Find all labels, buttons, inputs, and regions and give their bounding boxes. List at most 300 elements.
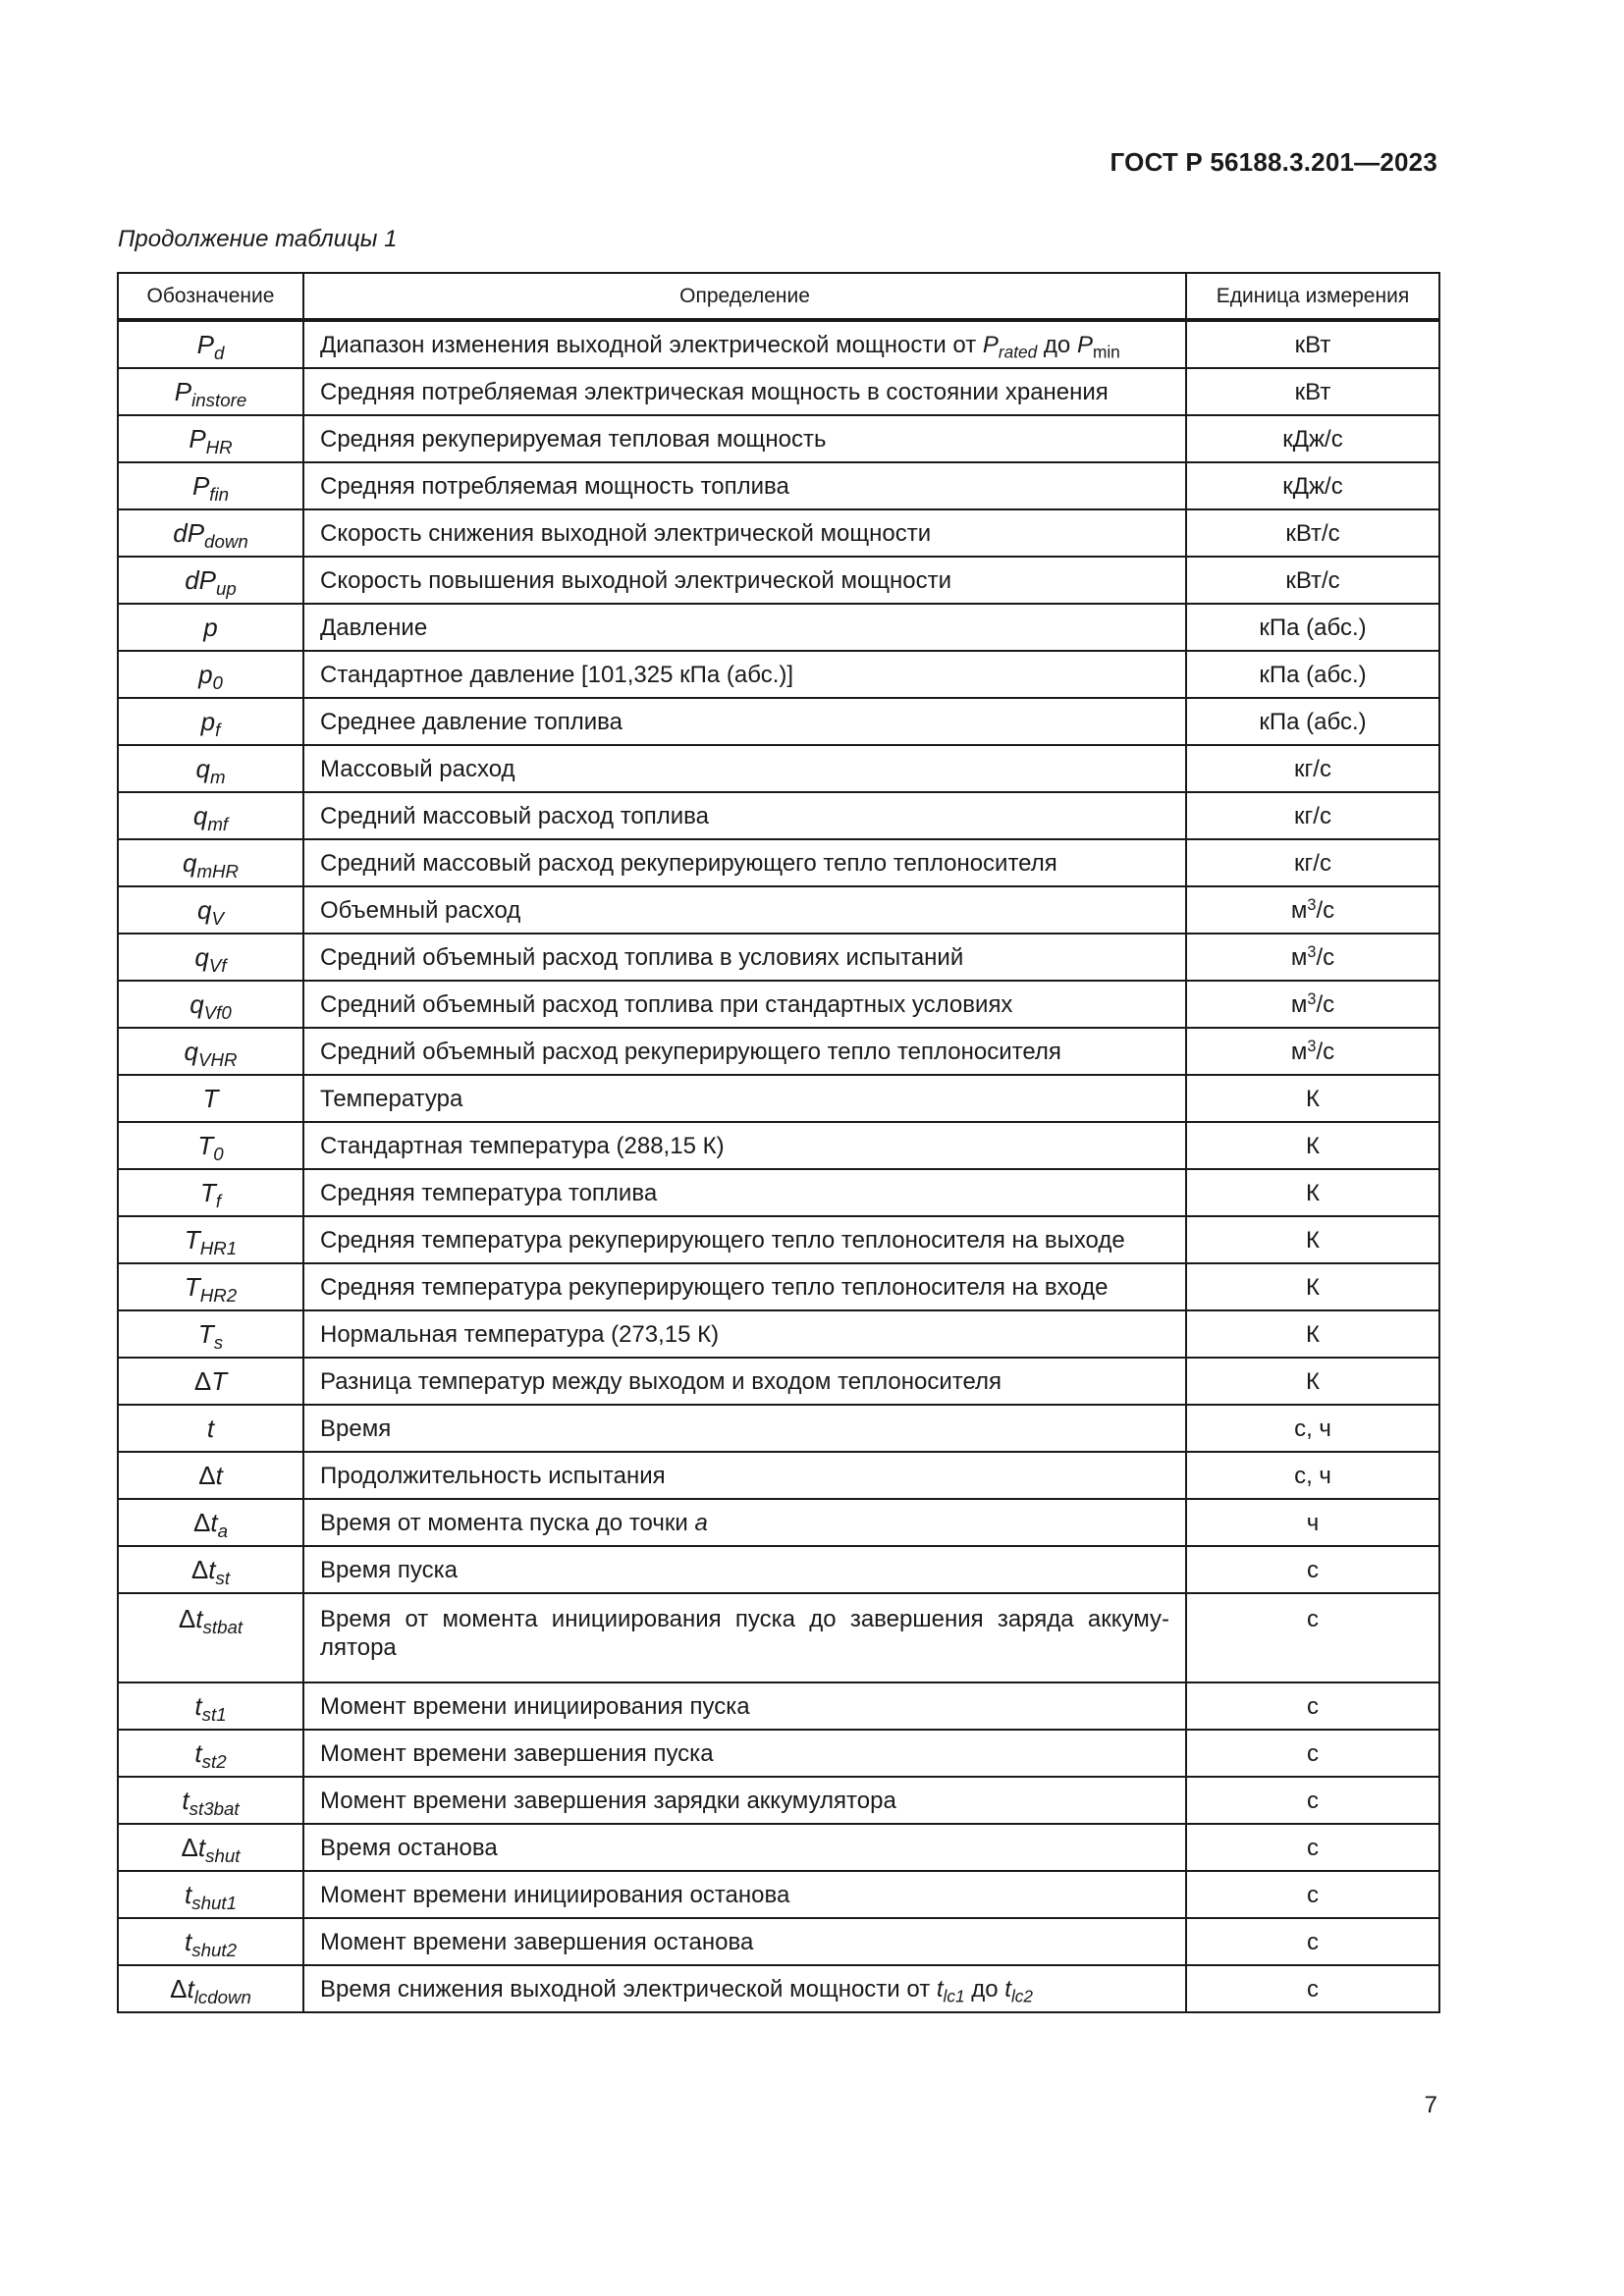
symbol-letter: q bbox=[189, 988, 204, 1019]
unit-cell bbox=[1186, 1730, 1439, 1777]
symbol-letter: T bbox=[199, 1177, 216, 1207]
symbol-cell bbox=[118, 1075, 303, 1122]
delta-prefix: Δ bbox=[193, 1365, 212, 1396]
symbol-cell bbox=[118, 604, 303, 651]
definition-cell bbox=[303, 1965, 1186, 2012]
table-row bbox=[118, 1777, 1439, 1824]
symbol-cell bbox=[118, 981, 303, 1028]
symbol-subscript: s bbox=[213, 1331, 224, 1353]
symbol-letter: T bbox=[211, 1365, 228, 1396]
unit-cell bbox=[1186, 1499, 1439, 1546]
table-row bbox=[118, 839, 1439, 886]
symbol-letter: t bbox=[206, 1413, 215, 1443]
delta-prefix: Δ bbox=[198, 1460, 216, 1490]
definition-cell bbox=[303, 839, 1186, 886]
delta-prefix: Δ bbox=[170, 1973, 188, 2003]
symbol-subscript: m bbox=[209, 766, 226, 787]
unit-cell bbox=[1186, 839, 1439, 886]
unit-text: кДж/с bbox=[1282, 472, 1343, 500]
table-row bbox=[118, 981, 1439, 1028]
definition-text: Средний массовый расход топлива bbox=[320, 802, 709, 829]
definition-cell bbox=[303, 1452, 1186, 1499]
definition-italic-tail: a bbox=[694, 1509, 708, 1536]
symbol-letter: t bbox=[194, 1690, 202, 1721]
symbol-cell bbox=[118, 509, 303, 557]
unit-superscript: 3 bbox=[1307, 942, 1317, 961]
unit-cell bbox=[1186, 368, 1439, 415]
symbol-subscript: st2 bbox=[201, 1750, 227, 1772]
delta-prefix: Δ bbox=[178, 1604, 196, 1633]
column-header-definition: Определение bbox=[303, 273, 1186, 320]
table-caption: Продолжение таблицы 1 bbox=[118, 226, 398, 252]
definition-cell bbox=[303, 1263, 1186, 1310]
table-row bbox=[118, 1730, 1439, 1777]
definition-cell bbox=[303, 1824, 1186, 1871]
definition-text: Массовый расход bbox=[320, 755, 515, 782]
symbol-cell bbox=[118, 1777, 303, 1824]
table-row bbox=[118, 1405, 1439, 1452]
symbol-subscript: mHR bbox=[196, 860, 240, 881]
symbol-letter: P bbox=[196, 329, 214, 359]
definition-cell bbox=[303, 1871, 1186, 1918]
unit-text: кВт bbox=[1294, 378, 1331, 405]
symbol-cell bbox=[118, 1216, 303, 1263]
definition-cell bbox=[303, 604, 1186, 651]
symbol-letter: dP bbox=[185, 564, 216, 595]
definition-cell bbox=[303, 1310, 1186, 1358]
symbol-cell bbox=[118, 368, 303, 415]
symbols-table bbox=[117, 272, 1440, 2013]
definition-cell bbox=[303, 1730, 1186, 1777]
table-row bbox=[118, 604, 1439, 651]
definition-text: Момент времени завершения пуска bbox=[320, 1739, 714, 1767]
formula-symbol: t bbox=[1004, 1975, 1011, 2002]
symbol-cell bbox=[118, 320, 303, 368]
symbol-letter: p bbox=[198, 659, 213, 689]
table-row bbox=[118, 934, 1439, 981]
formula-symbol: t bbox=[936, 1975, 944, 2002]
unit-text: кВт bbox=[1294, 331, 1331, 358]
table-row bbox=[118, 1075, 1439, 1122]
column-header-unit: Единица измерения bbox=[1186, 273, 1439, 320]
symbol-cell bbox=[118, 1028, 303, 1075]
symbol-letter: t bbox=[215, 1460, 223, 1490]
unit-text: ч bbox=[1306, 1509, 1320, 1536]
symbol-letter: q bbox=[184, 1036, 198, 1066]
unit-text: К bbox=[1306, 1367, 1320, 1395]
symbol-subscript: instore bbox=[191, 389, 247, 410]
symbol-letter: T bbox=[197, 1318, 214, 1349]
definition-text: Средний объемный расход топлива при стандартных условиях bbox=[320, 990, 1013, 1018]
unit-cell bbox=[1186, 1075, 1439, 1122]
unit-cell bbox=[1186, 886, 1439, 934]
symbol-cell bbox=[118, 934, 303, 981]
formula-connector: до bbox=[1037, 331, 1077, 358]
definition-text: Средняя температура топлива bbox=[320, 1179, 658, 1206]
formula-subscript: min bbox=[1092, 342, 1120, 362]
definition-text: Момент времени завершения останова bbox=[320, 1928, 754, 1955]
symbol-subscript: HR bbox=[205, 436, 233, 457]
definition-cell bbox=[303, 1169, 1186, 1216]
definition-text: Средняя потребляемая электрическая мощность в состоянии хранения bbox=[320, 378, 1109, 405]
table-row bbox=[118, 1358, 1439, 1405]
symbol-letter: p bbox=[200, 706, 216, 736]
unit-text: с bbox=[1307, 1881, 1319, 1908]
symbol-subscript: HR2 bbox=[199, 1284, 238, 1306]
unit-text: с bbox=[1307, 1928, 1319, 1955]
unit-cell bbox=[1186, 1405, 1439, 1452]
unit-superscript: 3 bbox=[1307, 989, 1317, 1008]
table-row bbox=[118, 1965, 1439, 2012]
table-row bbox=[118, 1263, 1439, 1310]
symbol-cell bbox=[118, 1682, 303, 1730]
symbol-cell bbox=[118, 557, 303, 604]
unit-text: кг/с bbox=[1294, 755, 1331, 782]
symbol-subscript: st bbox=[215, 1567, 231, 1588]
unit-cell bbox=[1186, 557, 1439, 604]
unit-text: с bbox=[1307, 1556, 1319, 1583]
definition-cell bbox=[303, 557, 1186, 604]
symbol-cell bbox=[118, 745, 303, 792]
symbol-letter: q bbox=[194, 941, 209, 972]
page-number: 7 bbox=[1424, 2092, 1437, 2118]
table-row bbox=[118, 745, 1439, 792]
unit-cell bbox=[1186, 320, 1439, 368]
symbol-subscript: fin bbox=[209, 483, 230, 505]
symbol-subscript: 0 bbox=[213, 1143, 224, 1164]
unit-cell bbox=[1186, 1358, 1439, 1405]
table-row bbox=[118, 368, 1439, 415]
unit-cell bbox=[1186, 509, 1439, 557]
definition-cell bbox=[303, 792, 1186, 839]
unit-text: м bbox=[1290, 990, 1308, 1018]
unit-text: К bbox=[1306, 1085, 1320, 1112]
unit-text: К bbox=[1306, 1179, 1320, 1206]
definition-text: Время от момента инициирования пуска до завершения заряда аккуму-лятора bbox=[320, 1606, 1169, 1661]
symbol-subscript: st3bat bbox=[189, 1797, 240, 1819]
unit-cell bbox=[1186, 1777, 1439, 1824]
definition-cell bbox=[303, 934, 1186, 981]
symbol-letter: p bbox=[203, 612, 218, 642]
table-row bbox=[118, 1122, 1439, 1169]
unit-cell bbox=[1186, 1593, 1439, 1682]
definition-text: Время останова bbox=[320, 1834, 498, 1861]
symbol-cell bbox=[118, 1310, 303, 1358]
definition-cell bbox=[303, 698, 1186, 745]
table-row bbox=[118, 1028, 1439, 1075]
unit-superscript: 3 bbox=[1307, 1037, 1317, 1055]
unit-cell bbox=[1186, 1216, 1439, 1263]
definition-text: Время снижения выходной электрической мощности от bbox=[320, 1975, 937, 2002]
definition-text: Объемный расход bbox=[320, 896, 521, 924]
definition-cell bbox=[303, 368, 1186, 415]
symbol-letter: P bbox=[189, 423, 206, 454]
table-row bbox=[118, 698, 1439, 745]
unit-cell bbox=[1186, 698, 1439, 745]
column-header-symbol: Обозначение bbox=[118, 273, 303, 320]
definition-text: Скорость снижения выходной электрической мощности bbox=[320, 519, 932, 547]
symbol-letter: T bbox=[184, 1224, 200, 1255]
definition-cell bbox=[303, 1358, 1186, 1405]
symbol-letter: P bbox=[191, 470, 210, 501]
definition-text: Момент времени инициирования останова bbox=[320, 1881, 790, 1908]
formula-symbol: P bbox=[982, 331, 999, 358]
symbol-letter: q bbox=[195, 753, 210, 783]
definition-text: Среднее давление топлива bbox=[320, 708, 623, 735]
definition-cell bbox=[303, 981, 1186, 1028]
definition-cell bbox=[303, 1028, 1186, 1075]
symbol-cell bbox=[118, 1918, 303, 1965]
symbol-subscript: shut1 bbox=[191, 1892, 237, 1913]
table-row bbox=[118, 415, 1439, 462]
table-row bbox=[118, 320, 1439, 368]
table-row bbox=[118, 1169, 1439, 1216]
table-row bbox=[118, 1682, 1439, 1730]
unit-cell bbox=[1186, 651, 1439, 698]
unit-text: с bbox=[1307, 1787, 1319, 1814]
table-row bbox=[118, 557, 1439, 604]
unit-text: с bbox=[1307, 1975, 1319, 2002]
delta-prefix: Δ bbox=[181, 1832, 198, 1862]
unit-cell bbox=[1186, 1965, 1439, 2012]
definition-cell bbox=[303, 1499, 1186, 1546]
symbol-letter: t bbox=[185, 1926, 192, 1956]
symbol-subscript: Vf bbox=[208, 954, 227, 976]
table-row bbox=[118, 509, 1439, 557]
definition-text: Время bbox=[320, 1415, 392, 1442]
definition-cell bbox=[303, 1546, 1186, 1593]
symbol-cell bbox=[118, 698, 303, 745]
table-row bbox=[118, 1216, 1439, 1263]
symbol-cell bbox=[118, 1593, 303, 1682]
unit-text: кПа (абс.) bbox=[1259, 614, 1367, 641]
symbol-cell bbox=[118, 1546, 303, 1593]
definition-text: Продолжительность испытания bbox=[320, 1462, 666, 1489]
definition-cell bbox=[303, 320, 1186, 368]
definition-cell bbox=[303, 651, 1186, 698]
symbol-letter: t bbox=[195, 1604, 203, 1633]
symbol-subscript: f bbox=[215, 719, 221, 740]
symbol-subscript: shut bbox=[205, 1844, 241, 1866]
unit-text: кг/с bbox=[1294, 802, 1331, 829]
definition-text: Температура bbox=[320, 1085, 463, 1112]
definition-cell bbox=[303, 1682, 1186, 1730]
formula-connector: до bbox=[964, 1975, 1005, 2002]
symbol-subscript: HR1 bbox=[199, 1237, 238, 1258]
unit-cell bbox=[1186, 1028, 1439, 1075]
definition-text: Время от момента пуска до точки bbox=[320, 1509, 695, 1536]
table-row bbox=[118, 1310, 1439, 1358]
symbol-cell bbox=[118, 1871, 303, 1918]
unit-cell bbox=[1186, 1122, 1439, 1169]
symbol-letter: t bbox=[185, 1879, 192, 1909]
symbol-subscript: V bbox=[211, 907, 224, 929]
unit-superscript: 3 bbox=[1307, 895, 1317, 914]
symbol-letter: t bbox=[210, 1507, 218, 1537]
definition-text: Средняя рекуперируемая тепловая мощность bbox=[320, 425, 827, 453]
unit-text: с bbox=[1307, 1692, 1319, 1720]
symbol-subscript: mf bbox=[207, 813, 229, 834]
definition-text: Средняя температура рекуперирующего тепло теплоносителя на выходе bbox=[320, 1226, 1125, 1254]
table-row bbox=[118, 1452, 1439, 1499]
unit-cell bbox=[1186, 1310, 1439, 1358]
symbol-cell bbox=[118, 1452, 303, 1499]
unit-cell bbox=[1186, 1871, 1439, 1918]
symbol-letter: T bbox=[202, 1083, 219, 1113]
unit-text: К bbox=[1306, 1226, 1320, 1254]
symbol-subscript: VHR bbox=[197, 1048, 238, 1070]
symbol-letter: T bbox=[184, 1271, 200, 1302]
symbol-letter: t bbox=[197, 1832, 206, 1862]
definition-cell bbox=[303, 1593, 1186, 1682]
definition-cell bbox=[303, 1918, 1186, 1965]
symbol-subscript: f bbox=[215, 1190, 222, 1211]
definition-text: Момент времени завершения зарядки аккумулятора bbox=[320, 1787, 896, 1814]
symbol-letter: dP bbox=[173, 517, 205, 548]
symbol-letter: t bbox=[208, 1554, 216, 1584]
unit-text: кПа (абс.) bbox=[1259, 708, 1367, 735]
definition-text: Средний массовый расход рекуперирующего тепло теплоносителя bbox=[320, 849, 1057, 877]
symbol-subscript: shut2 bbox=[191, 1939, 237, 1960]
unit-text: К bbox=[1306, 1320, 1320, 1348]
formula-subscript: lc1 bbox=[943, 1986, 965, 2006]
unit-text: м bbox=[1290, 1038, 1308, 1065]
symbol-letter: q bbox=[182, 847, 197, 878]
unit-text: м bbox=[1290, 943, 1308, 971]
unit-text: К bbox=[1306, 1273, 1320, 1301]
unit-text: с bbox=[1307, 1739, 1319, 1767]
definition-text: Разница температур между выходом и входом теплоносителя bbox=[320, 1367, 1002, 1395]
formula-subscript: lc2 bbox=[1010, 1986, 1034, 2006]
table-row bbox=[118, 1871, 1439, 1918]
symbol-cell bbox=[118, 1965, 303, 2012]
definition-text: Стандартная температура (288,15 К) bbox=[320, 1132, 725, 1159]
definition-cell bbox=[303, 1075, 1186, 1122]
symbol-cell bbox=[118, 1169, 303, 1216]
definition-cell bbox=[303, 509, 1186, 557]
unit-text: кВт/с bbox=[1285, 566, 1340, 594]
definition-cell bbox=[303, 415, 1186, 462]
formula-subscript: rated bbox=[998, 342, 1038, 362]
unit-text: К bbox=[1306, 1132, 1320, 1159]
table-row bbox=[118, 1546, 1439, 1593]
table-row bbox=[118, 1918, 1439, 1965]
unit-text: с, ч bbox=[1294, 1415, 1331, 1442]
unit-text: кПа (абс.) bbox=[1259, 661, 1367, 688]
definition-text: Скорость повышения выходной электрической мощности bbox=[320, 566, 952, 594]
unit-tail: /с bbox=[1316, 896, 1335, 924]
symbol-subscript: st1 bbox=[201, 1703, 227, 1725]
symbol-cell bbox=[118, 1824, 303, 1871]
unit-cell bbox=[1186, 415, 1439, 462]
symbol-subscript: up bbox=[216, 577, 237, 599]
definition-text: Средняя потребляемая мощность топлива bbox=[320, 472, 789, 500]
delta-prefix: Δ bbox=[192, 1507, 211, 1537]
definition-text: Стандартное давление [101,325 кПа (абс.)] bbox=[320, 661, 794, 688]
definition-cell bbox=[303, 745, 1186, 792]
symbol-letter: t bbox=[182, 1785, 189, 1815]
definition-cell bbox=[303, 1216, 1186, 1263]
definition-cell bbox=[303, 886, 1186, 934]
table-row bbox=[118, 792, 1439, 839]
symbol-cell bbox=[118, 462, 303, 509]
unit-text: с, ч bbox=[1294, 1462, 1331, 1489]
symbol-cell bbox=[118, 839, 303, 886]
definition-cell bbox=[303, 462, 1186, 509]
unit-text: кВт/с bbox=[1285, 519, 1340, 547]
delta-prefix: Δ bbox=[190, 1554, 209, 1584]
definition-text: Диапазон изменения выходной электрической мощности от bbox=[320, 331, 983, 358]
symbol-subscript: down bbox=[204, 530, 248, 552]
symbol-subscript: a bbox=[217, 1520, 228, 1541]
symbol-letter: t bbox=[187, 1973, 194, 2003]
symbol-letter: q bbox=[192, 800, 208, 830]
definition-cell bbox=[303, 1405, 1186, 1452]
symbol-cell bbox=[118, 1122, 303, 1169]
definition-text: Средний объемный расход топлива в условиях испытаний bbox=[320, 943, 964, 971]
unit-tail: /с bbox=[1316, 1038, 1335, 1065]
symbol-cell bbox=[118, 1405, 303, 1452]
unit-text: с bbox=[1307, 1834, 1319, 1861]
symbol-cell bbox=[118, 1263, 303, 1310]
symbol-letter: P bbox=[174, 376, 192, 406]
symbol-subscript: 0 bbox=[212, 671, 223, 693]
formula-symbol: P bbox=[1076, 331, 1093, 358]
symbol-subscript: d bbox=[213, 342, 225, 363]
unit-text: м bbox=[1290, 896, 1308, 924]
symbol-subscript: lcdown bbox=[193, 1986, 251, 2007]
definition-text: Давление bbox=[320, 614, 428, 641]
unit-tail: /с bbox=[1316, 990, 1335, 1018]
symbol-letter: q bbox=[197, 894, 212, 925]
unit-cell bbox=[1186, 604, 1439, 651]
symbol-cell bbox=[118, 1730, 303, 1777]
unit-text: кДж/с bbox=[1282, 425, 1343, 453]
unit-cell bbox=[1186, 1263, 1439, 1310]
definition-text: Время пуска bbox=[320, 1556, 458, 1583]
table-row bbox=[118, 886, 1439, 934]
symbol-cell bbox=[118, 1358, 303, 1405]
table-header-row bbox=[118, 273, 1439, 320]
definition-text: Момент времени инициирования пуска bbox=[320, 1692, 750, 1720]
table-row bbox=[118, 462, 1439, 509]
unit-cell bbox=[1186, 1824, 1439, 1871]
symbol-cell bbox=[118, 651, 303, 698]
symbol-letter: t bbox=[194, 1737, 202, 1768]
unit-tail: /с bbox=[1316, 943, 1335, 971]
symbol-cell bbox=[118, 1499, 303, 1546]
definition-text: Средняя температура рекуперирующего тепло теплоносителя на входе bbox=[320, 1273, 1109, 1301]
unit-cell bbox=[1186, 745, 1439, 792]
unit-cell bbox=[1186, 934, 1439, 981]
symbol-letter: T bbox=[197, 1130, 214, 1160]
unit-cell bbox=[1186, 1546, 1439, 1593]
table-row bbox=[118, 651, 1439, 698]
unit-cell bbox=[1186, 1452, 1439, 1499]
table-row bbox=[118, 1824, 1439, 1871]
unit-text: с bbox=[1307, 1606, 1319, 1632]
unit-cell bbox=[1186, 792, 1439, 839]
definition-cell bbox=[303, 1777, 1186, 1824]
symbol-subscript: Vf0 bbox=[203, 1001, 232, 1023]
definition-text: Нормальная температура (273,15 К) bbox=[320, 1320, 720, 1348]
table-row bbox=[118, 1499, 1439, 1546]
table-row bbox=[118, 1593, 1439, 1682]
unit-cell bbox=[1186, 462, 1439, 509]
definition-cell bbox=[303, 1122, 1186, 1169]
symbol-cell bbox=[118, 415, 303, 462]
unit-cell bbox=[1186, 1682, 1439, 1730]
